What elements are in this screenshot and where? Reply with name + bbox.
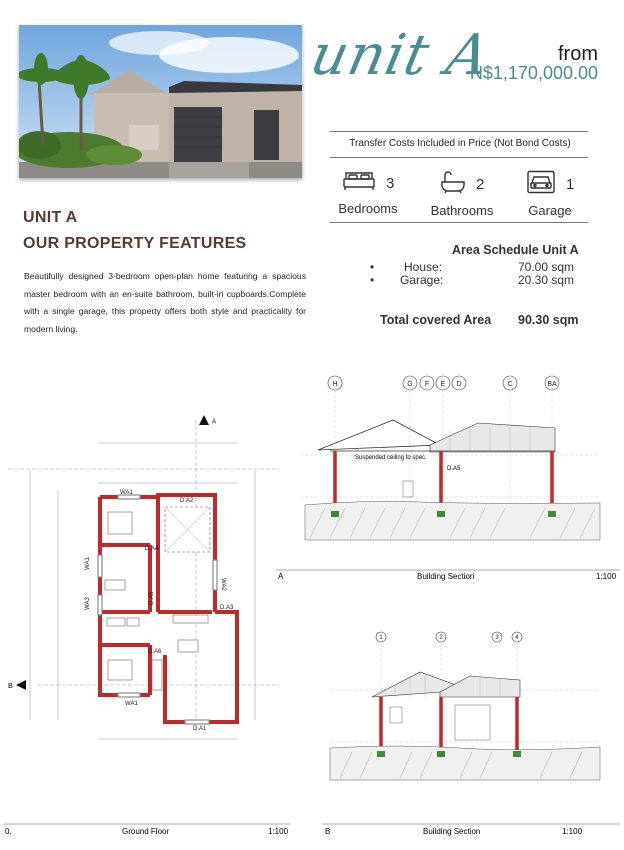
grid-label: 2 [439, 635, 443, 641]
unit-script-title: unit A [305, 23, 496, 88]
area-row-garage-label: Garage: [400, 273, 444, 287]
ground-floor-title: Ground Floor [122, 827, 170, 836]
door-label: D.A1 [193, 726, 207, 732]
door-label: D.A5 [447, 466, 461, 472]
section-b-ref: B [325, 827, 331, 836]
architectural-drawings [0, 370, 624, 850]
area-row-bullet: • [370, 273, 375, 287]
section-b-scale: 1:100 [562, 827, 583, 836]
bathroom-label: Bathrooms [430, 203, 494, 218]
section-a-title: Building Section [417, 572, 475, 581]
section-marker-a: A [212, 419, 217, 425]
grid-label: C [507, 381, 513, 388]
grid-label: E [440, 381, 446, 388]
divider-top [330, 131, 588, 132]
window-label: WA3 [85, 597, 91, 610]
grid-label: 3 [495, 635, 499, 641]
section-b-title: Building Section [423, 827, 481, 836]
grid-label: H [332, 381, 338, 388]
description: Beautifully designed 3-bedroom open-plan home featuring a spacious master bedroom with an en-suite bathroom, built-in cupboards.Complete with a single garage, this property offers both style and practicality for modern living. [24, 271, 306, 334]
total-area-value: 90.30 sqm [518, 313, 579, 327]
grid-label: F [424, 381, 430, 388]
window-label: WA2 [220, 578, 226, 591]
bedroom-label: Bedrooms [338, 201, 398, 216]
ground-floor-plan [8, 415, 280, 739]
window-label: WA1 [120, 490, 133, 496]
bed-icon [342, 170, 376, 197]
area-row-garage-value: 20.30 sqm [518, 273, 575, 287]
garage-count: 1 [566, 175, 575, 193]
property-photo [19, 25, 302, 178]
grid-label: G [407, 381, 413, 388]
door-label: D.A5 [149, 591, 155, 605]
grid-label: 4 [515, 635, 519, 641]
divider-bottom [330, 222, 588, 223]
area-row-bullet: • [370, 260, 375, 274]
feature-garage [508, 170, 592, 218]
grid-label: 1 [379, 635, 383, 641]
ceiling-label: Suspended ceiling to spec. [355, 455, 427, 461]
garage-label: Garage [528, 203, 572, 218]
section-b-drawing [322, 632, 620, 836]
bathroom-count: 2 [476, 175, 485, 193]
door-label: D.A2 [180, 498, 194, 504]
grid-label: BA [547, 381, 557, 388]
car-icon [526, 170, 556, 199]
section-a-ref: A [278, 572, 284, 581]
ground-floor-ref: 0. [5, 827, 12, 836]
section-a-drawing [276, 376, 620, 581]
area-row-house-value: 70.00 sqm [518, 260, 575, 274]
features-heading: OUR PROPERTY FEATURES [23, 235, 247, 252]
total-area-label: Total covered Area [380, 313, 492, 327]
section-marker-b: B [8, 683, 13, 690]
ground-floor-scale: 1:100 [268, 827, 289, 836]
bedroom-count: 3 [386, 174, 395, 192]
transfer-note: Transfer Costs Included in Price (Not Bond Costs) [349, 138, 571, 149]
window-label: WA1 [125, 701, 138, 707]
bathtub-icon [440, 170, 466, 199]
area-schedule-title: Area Schedule Unit A [452, 243, 579, 257]
door-label: D.A4 [145, 546, 159, 552]
section-a-scale: 1:100 [596, 572, 617, 581]
door-label: D.A3 [220, 605, 234, 611]
grid-label: D [456, 381, 462, 388]
feature-bedrooms [326, 170, 410, 216]
feature-bathrooms [420, 170, 504, 218]
price: N$1,170,000.00 [469, 63, 598, 83]
area-row-house-label: House: [404, 260, 443, 274]
divider-middle [330, 157, 588, 158]
door-label: D.A6 [148, 649, 162, 655]
from-label: from [558, 43, 598, 65]
unit-title: UNIT A [23, 209, 78, 226]
window-label: WA1 [85, 557, 91, 570]
